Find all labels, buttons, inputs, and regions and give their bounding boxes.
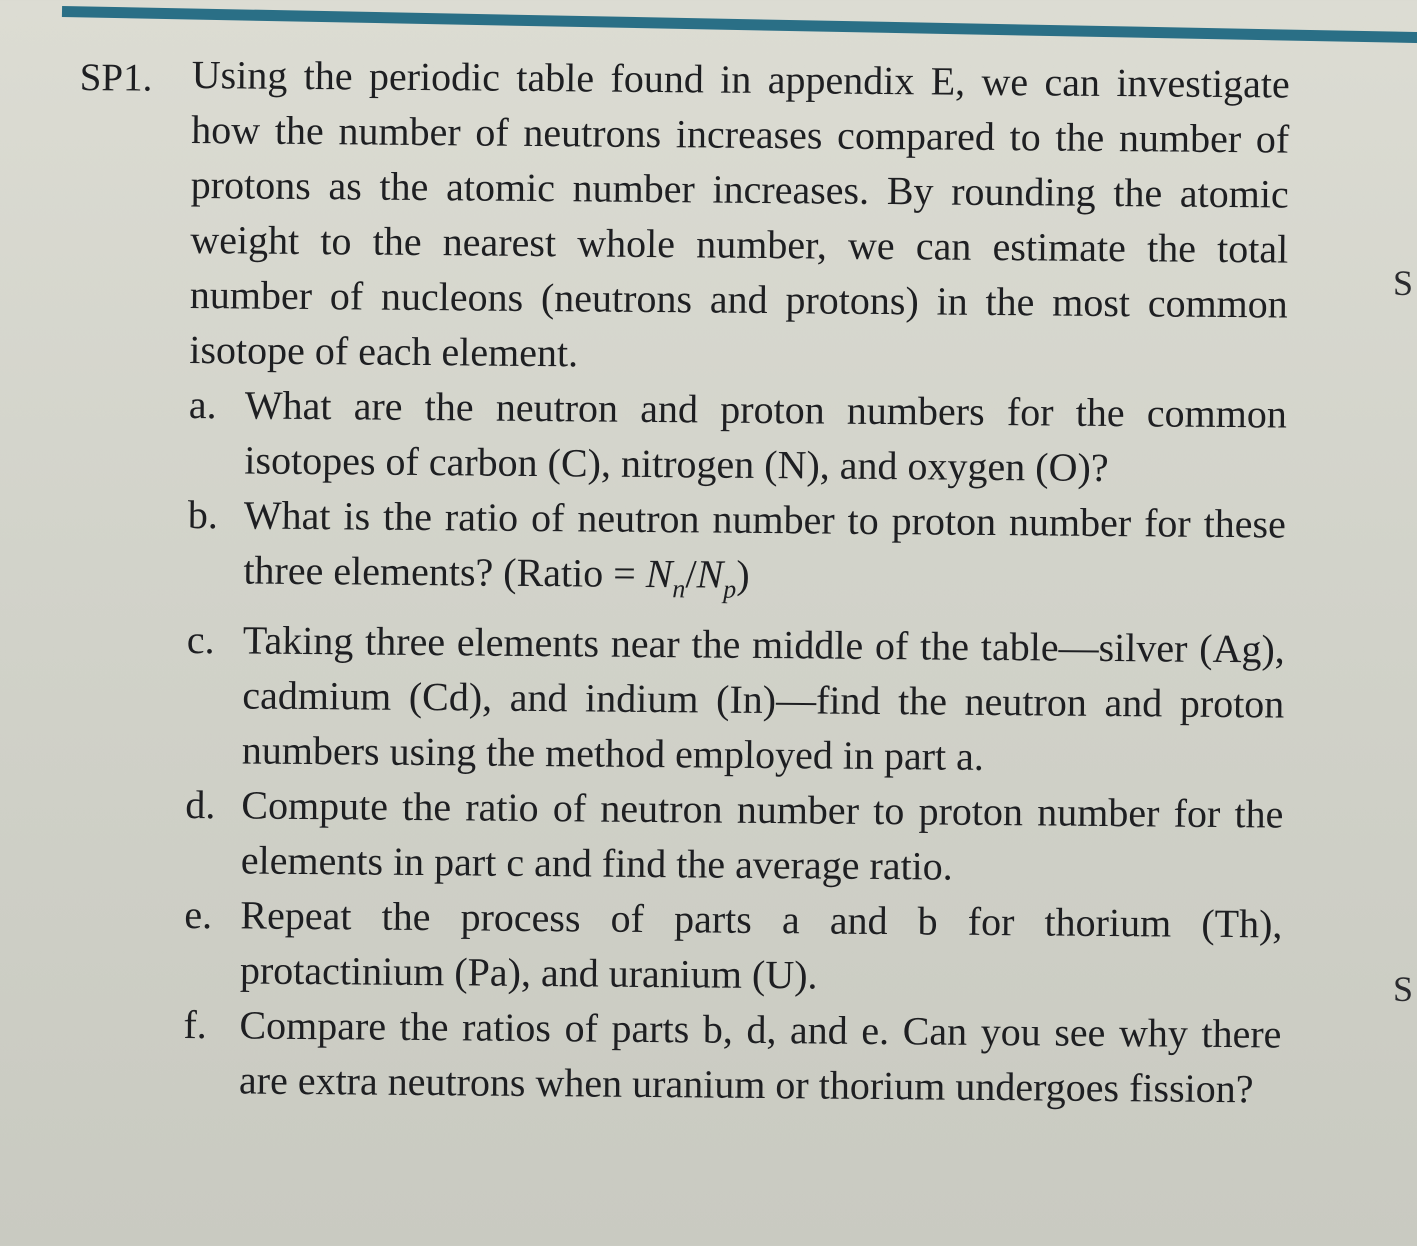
- textbook-page: [71, 46, 1290, 1117]
- ratio-numerator-symbol: N: [645, 550, 673, 597]
- margin-letter-bottom: S: [1393, 969, 1414, 1009]
- part-text-before: What is the ratio of neutron number to proton number for these three elements? (Ratio =: [243, 492, 1287, 596]
- part-text: Taking three elements near the middle of the table—silver (Ag), cadmium (Cd), and indium (In)—find the neutron and proton numbers using the method employed in part a.: [241, 617, 1285, 779]
- part-letter: e.: [184, 891, 213, 938]
- part-letter: d.: [185, 781, 216, 828]
- ratio-slash: /: [685, 551, 697, 597]
- problem-number: SP1.: [79, 55, 153, 100]
- problem-parts: [183, 377, 1287, 1117]
- ratio-denominator-symbol: N: [696, 551, 724, 597]
- part-text-after: ): [736, 551, 750, 597]
- part-d: [185, 777, 1284, 897]
- part-b: [187, 487, 1286, 622]
- ratio-numerator-subscript: n: [672, 574, 686, 604]
- problem-sp1: [71, 46, 1290, 1117]
- part-text: [243, 487, 1286, 621]
- part-letter: a.: [188, 381, 217, 428]
- part-text: What are the neutron and proton numbers for the common isotopes of carbon (C), nitrogen (N), and oxygen (O)?: [244, 382, 1288, 490]
- part-c: [186, 612, 1285, 787]
- part-text: Repeat the process of parts a and b for thorium (Th), protactinium (Pa), and uranium (U).: [239, 892, 1283, 998]
- part-letter: f.: [183, 1001, 207, 1048]
- problem-body: [183, 47, 1290, 1117]
- part-text: Compute the ratio of neutron number to proton number for the elements in part c and find the average ratio.: [240, 782, 1284, 889]
- part-f: [183, 997, 1282, 1117]
- part-text: Compare the ratios of parts b, d, and e. Can you see why there are extra neutrons when uranium or thorium undergoes fission?: [238, 1002, 1282, 1112]
- part-a: [188, 377, 1287, 497]
- part-letter: c.: [186, 616, 215, 663]
- margin-letter-top: S: [1393, 263, 1414, 303]
- part-letter: b.: [187, 491, 219, 538]
- ratio-denominator-subscript: p: [723, 574, 737, 604]
- top-rule: [62, 6, 1417, 43]
- problem-intro: Using the periodic table found in appendix E, we can investigate how the number of neutrons increases compared to the number of protons as the atomic number increases. By rounding the atomic weight to the nearest whole number, we can estimate the total number of nucleons (neutrons and protons) in the most common isotope of each element.: [189, 51, 1290, 376]
- part-e: [184, 887, 1283, 1007]
